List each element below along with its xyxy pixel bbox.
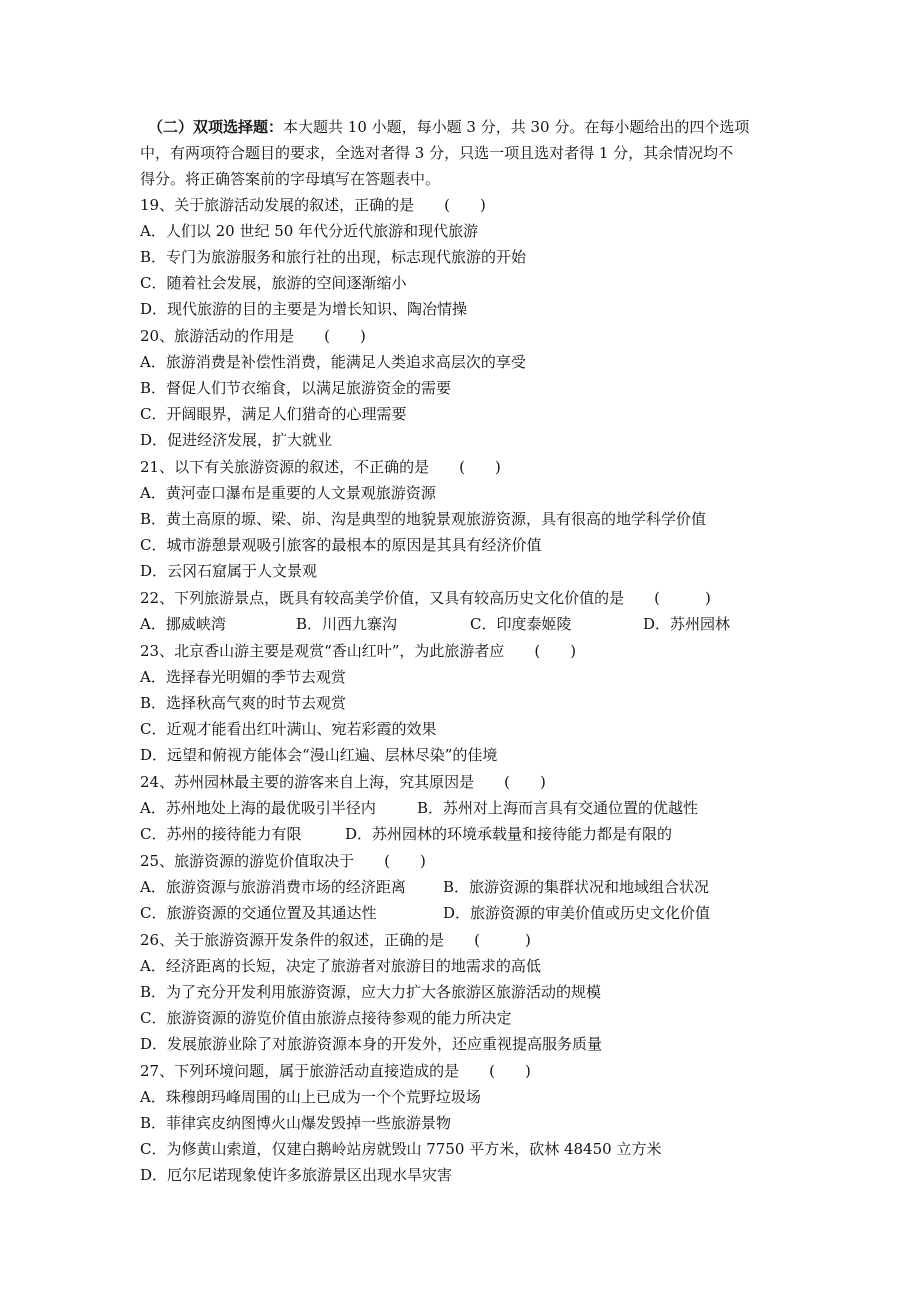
question-26-option-d: D．发展旅游业除了对旅游资源本身的开发外，还应重视提高服务质量: [140, 1035, 603, 1053]
question-27-option-b: B．菲律宾皮纳图博火山爆发毁掉一些旅游景物: [140, 1114, 452, 1132]
question-25-option-d: D．旅游资源的审美价值或历史文化价值: [443, 904, 711, 922]
question-22-option-c: C．印度泰姬陵: [470, 615, 572, 633]
question-24-options-row-1: [140, 795, 800, 821]
question-27-stem: 27、下列环境问题，属于旅游活动直接造成的是 ( ): [140, 1062, 531, 1080]
question-25-stem: 25、旅游资源的游览价值取决于 ( ): [140, 852, 426, 870]
question-23-option-a: A．选择春光明媚的季节去观赏: [140, 668, 346, 686]
question-27-option-c: C．为修黄山索道，仅建白鹅岭站房就毁山 7750 平方米，砍林 48450 立方米: [140, 1140, 662, 1158]
question-24-option-c: C．苏州的接待能力有限: [140, 825, 302, 843]
question-22-option-a: A．挪威峡湾: [140, 615, 226, 633]
question-21-option-a: A．黄河壶口瀑布是重要的人文景观旅游资源: [140, 484, 436, 502]
question-25-options-row-2: [140, 900, 800, 926]
question-20-option-c: C．开阔眼界，满足人们猎奇的心理需要: [140, 405, 407, 423]
question-19-option-b: B．专门为旅游服务和旅行社的出现，标志现代旅游的开始: [140, 248, 527, 266]
question-24-options-row-2: [140, 821, 800, 847]
question-22-option-d: D．苏州园林: [643, 615, 731, 633]
section-label: （二）双项选择题：: [148, 118, 284, 136]
question-24-option-a: A．苏州地处上海的最优吸引半径内: [140, 799, 376, 817]
question-19-stem: 19、关于旅游活动发展的叙述，正确的是 ( ): [140, 196, 486, 214]
question-25-option-b: B．旅游资源的集群状况和地域组合状况: [443, 878, 710, 896]
question-26-option-a: A．经济距离的长短，决定了旅游者对旅游目的地需求的高低: [140, 957, 541, 975]
question-26-stem: 26、关于旅游资源开发条件的叙述，正确的是 ( ): [140, 931, 531, 949]
section-instruction-line-1: [148, 114, 800, 140]
section-instruction-text: 本大题共 10 小题，每小题 3 分，共 30 分。在每小题给出的四个选项: [283, 118, 750, 136]
question-21-option-b: B．黄土高原的塬、梁、峁、沟是典型的地貌景观旅游资源，具有很高的地学科学价值: [140, 510, 707, 528]
question-20-option-d: D．促进经济发展，扩大就业: [140, 431, 333, 449]
section-instruction-line-2: 中，有两项符合题目的要求，全选对者得 3 分，只选一项且选对者得 1 分，其余情况均不: [140, 144, 734, 162]
question-20-option-b: B．督促人们节衣缩食，以满足旅游资金的需要: [140, 379, 452, 397]
question-19-option-d: D．现代旅游的目的主要是为增长知识、陶冶情操: [140, 300, 468, 318]
question-23-option-c: C．近观才能看出红叶满山、宛若彩霞的效果: [140, 720, 437, 738]
question-26-option-c: C．旅游资源的游览价值由旅游点接待参观的能力所决定: [140, 1009, 512, 1027]
question-20-option-a: A．旅游消费是补偿性消费，能满足人类追求高层次的享受: [140, 353, 526, 371]
question-25-option-a: A．旅游资源与旅游消费市场的经济距离: [140, 878, 406, 896]
question-26-option-b: B．为了充分开发利用旅游资源，应大力扩大各旅游区旅游活动的规模: [140, 983, 602, 1001]
question-21-option-c: C．城市游憩景观吸引旅客的最根本的原因是其具有经济价值: [140, 536, 542, 554]
section-instruction-line-3: 得分。将正确答案前的字母填写在答题表中。: [140, 170, 441, 188]
question-23-option-b: B．选择秋高气爽的时节去观赏: [140, 694, 347, 712]
question-23-stem: 23、北京香山游主要是观赏“香山红叶”，为此旅游者应 ( ): [140, 642, 577, 660]
question-22-stem: 22、下列旅游景点，既具有较高美学价值，又具有较高历史文化价值的是 ( ): [140, 589, 711, 607]
question-19-option-c: C．随着社会发展，旅游的空间逐渐缩小: [140, 274, 407, 292]
question-24-option-d: D．苏州园林的环境承载量和接待能力都是有限的: [345, 825, 673, 843]
question-25-options-row-1: [140, 874, 800, 900]
question-22-options: [140, 611, 800, 637]
question-27-option-d: D．厄尔尼诺现象使许多旅游景区出现水旱灾害: [140, 1166, 453, 1184]
question-24-stem: 24、苏州园林最主要的游客来自上海，究其原因是 ( ): [140, 773, 546, 791]
question-21-stem: 21、以下有关旅游资源的叙述，不正确的是 ( ): [140, 458, 501, 476]
question-23-option-d: D．远望和俯视方能体会“漫山红遍、层林尽染”的佳境: [140, 746, 498, 764]
question-22-option-b: B．川西九寨沟: [296, 615, 398, 633]
question-21-option-d: D．云冈石窟属于人文景观: [140, 562, 318, 580]
question-20-stem: 20、旅游活动的作用是 ( ): [140, 327, 366, 345]
question-27-option-a: A．珠穆朗玛峰周围的山上已成为一个个荒野垃圾场: [140, 1088, 481, 1106]
question-19-option-a: A．人们以 20 世纪 50 年代分近代旅游和现代旅游: [140, 222, 479, 240]
question-24-option-b: B．苏州对上海而言具有交通位置的优越性: [417, 799, 699, 817]
question-25-option-c: C．旅游资源的交通位置及其通达性: [140, 904, 377, 922]
